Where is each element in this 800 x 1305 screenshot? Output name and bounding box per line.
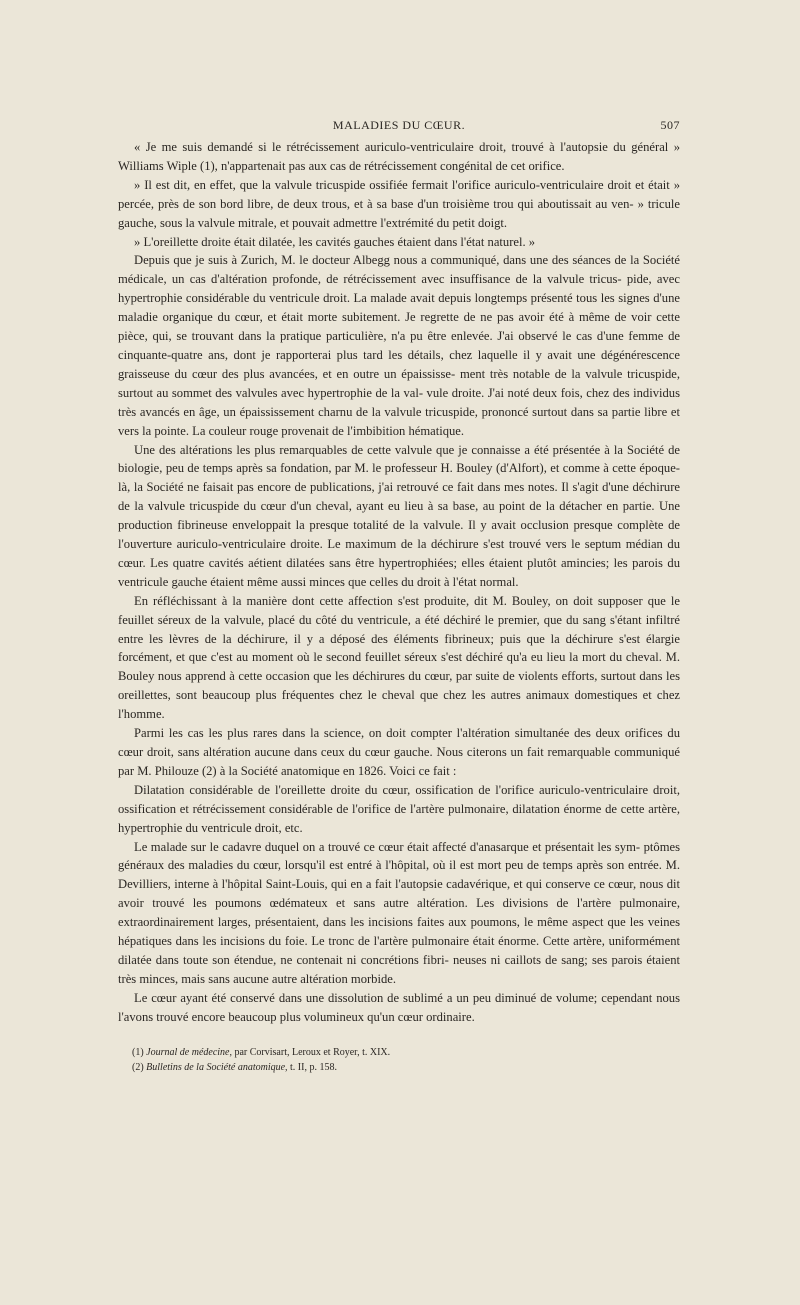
footnote-source: Journal de médecine, (146, 1047, 232, 1058)
footnote (118, 1060, 680, 1075)
paragraph: Parmi les cas les plus rares dans la science, on doit compter l'altération simultanée des deux orifices du cœur droit, sans altération aucune dans ceux du cœur gauche. Nous citerons un fait remarquable communiqué par M. Philouze (2) à la Société anatomique en 1826. Voici ce fait : (118, 726, 680, 778)
paragraph: Depuis que je suis à Zurich, M. le docteur Albegg nous a communiqué, dans une des séances de la Société médicale, un cas d'altération profonde, de rétrécissement avec insuffisance de la valvule tricus- pide, avec hypertrophie considérable du ventricule droit. La malade avait depuis longtemps présenté tous les signes d'une maladie organique du cœur, et était morte subitement. Je regrette de ne pas avoir été à même de voir cette pièce, qui, se trouvant dans la pratique particulière, n'a pu être enlevée. J'ai observé le cas d'une femme de cinquante-quatre ans, dont je rapporterai plus tard les détails, chez laquelle il y avait une dégénérescence graisseuse du cœur des plus avancées, et en outre un épaississe- ment très notable de la valvule tricuspide, surtout au sommet des valvules avec hypertrophie de la val- vule droite. J'ai noté deux fois, chez des individus très avancés en âge, un épaississement charnu de la valvule tricuspide, prononcé surtout dans sa partie libre et vers la pointe. La couleur rouge provenait de l'imbibition hématique. (118, 253, 680, 438)
paragraph: Le cœur ayant été conservé dans une dissolution de sublimé a un peu diminué de volume; cependant nous l'avons trouvé encore beaucoup plus volumineux qu'un cœur ordinaire. (118, 990, 680, 1024)
footnote-text: t. II, p. 158. (287, 1062, 337, 1073)
paragraph: Le malade sur le cadavre duquel on a trouvé ce cœur était affecté d'anasarque et présentait les sym- ptômes généraux des maladies du cœur, lorsqu'il est entré à l'hôpital, où il est mort peu de temps après son entrée. M. Devilliers, interne à l'hôpital Saint-Louis, qui en a fait l'autopsie cadavérique, et qui conserve ce cœur, nous dit avoir trouvé les poumons œdémateux et sans autre altération. Les divisions de l'artère pulmonaire, extraordinairement larges, présentaient, dans les incisions faites aux poumons, le même aspect que les veines hépatiques dans les incisions du foie. Le tronc de l'artère pulmonaire était énorme. Cette artère, uniformément dilatée dans toute son étendue, ne contenait ni concrétions fibri- neuses ni caillots de sang; ses parois étaient très minces, mais sans aucune autre altération morbide. (118, 839, 680, 986)
main-text (118, 138, 680, 1027)
footnote-mark: (1) (132, 1047, 144, 1058)
running-title: MALADIES DU CŒUR. (332, 118, 466, 132)
running-header (118, 118, 680, 138)
paragraph: Une des altérations les plus remarquables de cette valvule que je connaisse a été présentée à la Société de biologie, peu de temps après sa fondation, par M. le professeur H. Bouley (d'Alfort), et comme à cette époque-là, la Société ne faisait pas encore de publications, j'ai retrouvé ce fait dans mes notes. Il s'agit d'une déchirure de la valvule tricuspide du cœur d'un cheval, ayant eu lieu à sa base, au point de la détacher en partie. Une production fibrineuse enveloppait la presque totalité de la valvule. Il y avait occlusion presque complète de l'ouverture auriculo-ventriculaire droite. Le maximum de la déchirure s'est trouvé vers le septum médian du cœur. Les quatre cavités aétient dilatées sans être hypertrophiées; elles étaient plutôt amincies; les parois du ventricule gauche étaient même aussi minces que celles du droit à l'état normal. (118, 442, 680, 589)
footnote (118, 1045, 680, 1060)
footnote-mark: (2) (132, 1062, 144, 1073)
paragraph: Dilatation considérable de l'oreillette droite du cœur, ossification de l'orifice auriculo-ventriculaire droit, ossification et rétrécissement considérable de l'orifice de l'artère pulmonaire, dilatation énorme de cette artère, hypertrophie du ventricule droit, etc. (118, 782, 680, 835)
footnotes (118, 1045, 680, 1075)
paragraph: » L'oreillette droite était dilatée, les cavités gauches étaient dans l'état naturel. » (134, 234, 536, 249)
footnote-text: par Corvisart, Leroux et Royer, t. XIX. (231, 1047, 391, 1058)
paragraph: » Il est dit, en effet, que la valvule tricuspide ossifiée fermait l'orifice auriculo-ventriculaire droit et était » percée, près de son bord libre, de deux trous, et à sa base d'un troisième trou qui aboutissait au ven- » tricule gauche, sous la valvule mitrale, et pouvait admettre l'extrémité du petit doigt. (118, 177, 680, 230)
footnote-source: Bulletins de la Société anatomique, (146, 1062, 288, 1073)
page-number: 507 (660, 118, 680, 132)
paragraph: En réfléchissant à la manière dont cette affection s'est produite, dit M. Bouley, on doit supposer que le feuillet séreux de la valvule, placé du côté du ventricule, a été déchiré le premier, que du sang s'étant infiltré entre les lèvres de la déchirure, il y a déposé des éléments fibrineux; puis que la déchirure s'est élargie forcément, et que c'est au moment où le second feuillet séreux s'est déchiré qu'a eu lieu la mort du cheval. M. Bouley nous apprend à cette occasion que les déchirures du cœur, par suite de violents efforts, surtout dans les oreillettes, sont beaucoup plus fréquentes chez le cheval que chez les autres animaux domestiques et chez l'homme. (118, 593, 680, 722)
paragraph: « Je me suis demandé si le rétrécissement auriculo-ventriculaire droit, trouvé à l'autopsie du général » Williams Wiple (1), n'appartenait pas aux cas de rétrécissement congénital de cet orifice. (118, 140, 680, 173)
